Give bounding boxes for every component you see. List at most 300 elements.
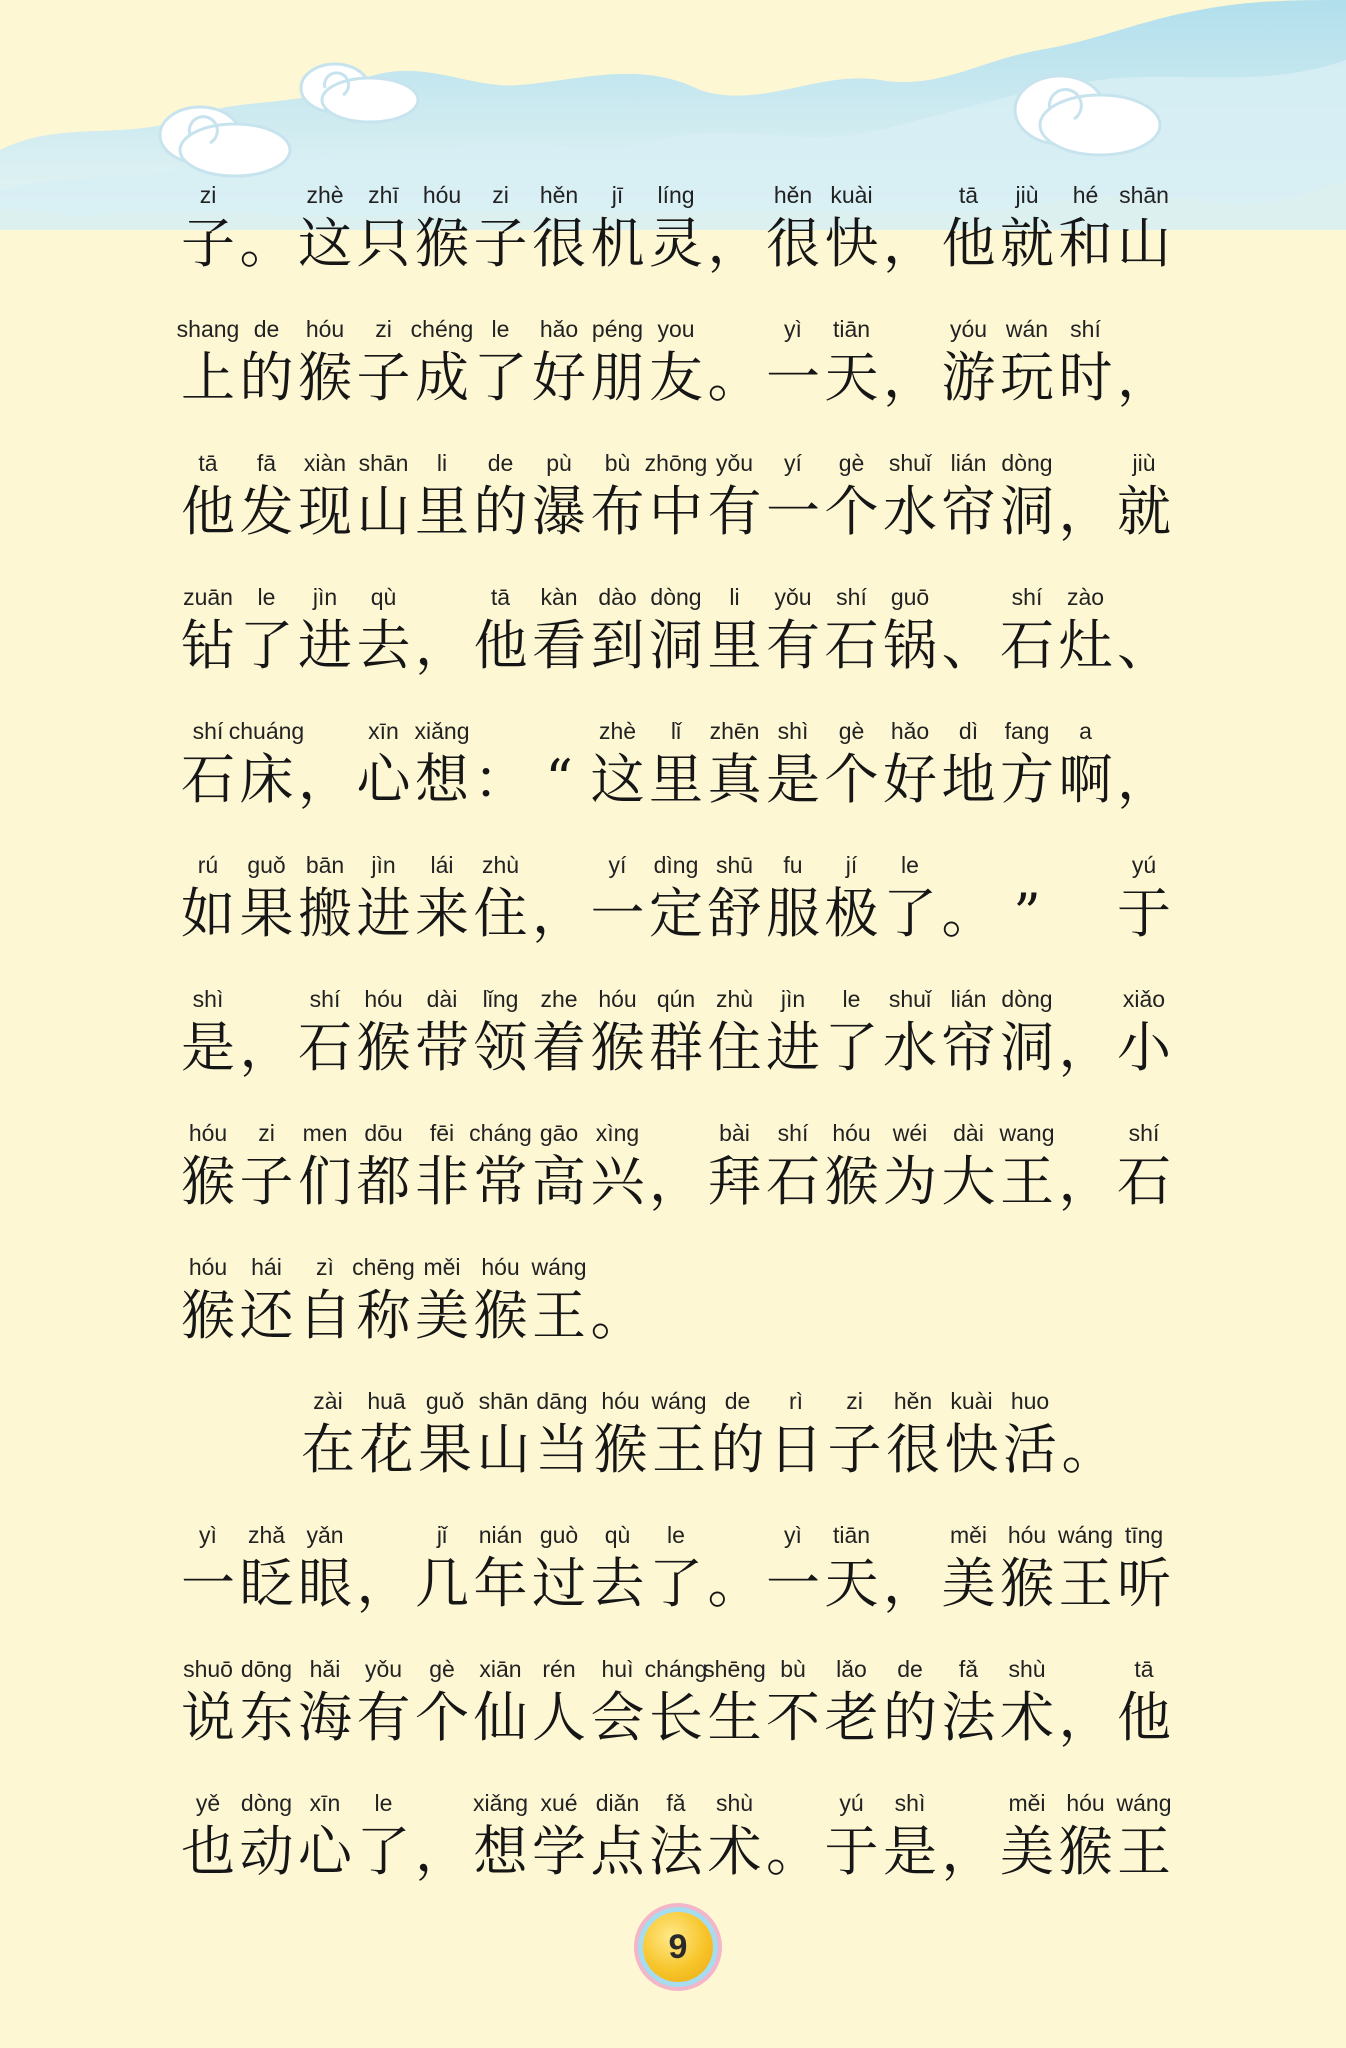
hanzi: 老 <box>824 1686 879 1749</box>
pinyin: yú <box>839 1790 864 1816</box>
pinyin: hái <box>251 1254 282 1280</box>
hanzi: 年 <box>473 1552 528 1615</box>
text-line <box>178 312 1178 446</box>
pinyin: shì <box>777 718 809 744</box>
pinyin: cháng <box>469 1120 532 1146</box>
hanzi: 洞 <box>1000 480 1054 543</box>
hanzi: 了 <box>239 614 294 677</box>
hanzi: 这 <box>298 212 352 275</box>
pinyin: dòng <box>650 584 702 610</box>
pinyin: le <box>842 986 861 1012</box>
hanzi: 水 <box>883 1016 937 1079</box>
hanzi: 真 <box>707 748 762 811</box>
pinyin: lǐng <box>482 986 519 1012</box>
pinyin: hóu <box>188 1254 228 1280</box>
pinyin: hǎo <box>890 718 930 744</box>
pinyin: fā <box>256 450 277 476</box>
hanzi: “ <box>545 748 573 811</box>
hanzi: ， <box>415 1820 469 1883</box>
hanzi: 猴 <box>590 1016 645 1079</box>
hanzi: 山 <box>476 1418 531 1481</box>
pinyin: fǎ <box>958 1656 979 1682</box>
pinyin: hóu <box>598 986 637 1012</box>
hanzi: 大 <box>941 1150 996 1213</box>
hanzi: 了 <box>883 882 937 945</box>
hanzi: 们 <box>298 1150 352 1213</box>
text-line <box>178 580 1178 714</box>
hanzi: 如 <box>181 882 235 945</box>
pinyin: yǒu <box>364 1656 403 1682</box>
pinyin: tīng <box>1124 1522 1164 1548</box>
hanzi: 里 <box>707 614 762 677</box>
hanzi: 有 <box>356 1686 411 1749</box>
hanzi: 这 <box>590 748 645 811</box>
pinyin: chēng <box>352 1254 415 1280</box>
pinyin: yǎn <box>306 1522 344 1548</box>
pinyin: xiān <box>479 1656 522 1682</box>
hanzi: 猴 <box>298 346 352 409</box>
hanzi: 为 <box>883 1150 937 1213</box>
pinyin: le <box>257 584 276 610</box>
pinyin: měi <box>1008 1790 1046 1816</box>
pinyin: chuáng <box>228 718 305 744</box>
hanzi: ， <box>1117 346 1171 409</box>
hanzi: 石 <box>824 614 879 677</box>
hanzi: ： <box>473 748 528 811</box>
hanzi: 石 <box>298 1016 352 1079</box>
pinyin: yì <box>199 1522 217 1548</box>
hanzi: 东 <box>239 1686 294 1749</box>
pinyin: shí <box>1070 316 1101 342</box>
text-line <box>178 1786 1178 1920</box>
pinyin: zhè <box>598 718 637 744</box>
hanzi: 成 <box>415 346 469 409</box>
hanzi: ， <box>1058 1016 1113 1079</box>
hanzi: 点 <box>590 1820 645 1883</box>
pinyin: cháng <box>644 1656 708 1682</box>
pinyin: kàn <box>540 584 578 610</box>
pinyin: huo <box>1010 1388 1050 1414</box>
hanzi: 里 <box>415 480 469 543</box>
pinyin: jìn <box>312 584 338 610</box>
hanzi: 日 <box>769 1418 823 1481</box>
hanzi: 果 <box>418 1418 472 1481</box>
pinyin: shān <box>1119 182 1169 208</box>
pinyin: gè <box>838 450 865 476</box>
pinyin: fang <box>1004 718 1050 744</box>
pinyin: wán <box>1005 316 1049 342</box>
hanzi: 只 <box>356 212 411 275</box>
hanzi: 瀑 <box>532 480 586 543</box>
pinyin: zào <box>1066 584 1105 610</box>
hanzi: 他 <box>473 614 528 677</box>
pinyin: gāo <box>539 1120 579 1146</box>
pinyin: zi <box>846 1388 863 1414</box>
pinyin: jǐ <box>436 1522 448 1548</box>
pinyin: zi <box>492 182 509 208</box>
pinyin: dāng <box>536 1388 588 1414</box>
pinyin: le <box>901 852 919 878</box>
hanzi: 一 <box>766 346 820 409</box>
hanzi: 了 <box>649 1552 703 1615</box>
pinyin: dòng <box>1001 986 1053 1012</box>
pinyin: kuài <box>830 182 873 208</box>
hanzi: 领 <box>473 1016 528 1079</box>
pinyin: le <box>374 1790 393 1816</box>
hanzi: 一 <box>766 480 820 543</box>
pinyin: líng <box>657 182 695 208</box>
hanzi: 了 <box>473 346 528 409</box>
text-line <box>178 714 1178 848</box>
hanzi: 自 <box>298 1284 352 1347</box>
hanzi: 子 <box>473 212 528 275</box>
pinyin: guō <box>890 584 930 610</box>
pinyin: jìn <box>780 986 806 1012</box>
pinyin: hěn <box>539 182 579 208</box>
hanzi: 他 <box>1117 1686 1171 1749</box>
hanzi: 小 <box>1117 1016 1171 1079</box>
pinyin: yě <box>195 1790 221 1816</box>
pinyin: zhù <box>715 986 754 1012</box>
hanzi: 好 <box>883 748 937 811</box>
hanzi: 机 <box>590 212 645 275</box>
hanzi: 术 <box>1000 1686 1054 1749</box>
pinyin: yóu <box>949 316 988 342</box>
hanzi: 、 <box>941 614 996 677</box>
hanzi: 猴 <box>1058 1820 1113 1883</box>
hanzi: 钻 <box>181 614 235 677</box>
hanzi: 活 <box>1003 1418 1057 1481</box>
pinyin: jìn <box>371 852 396 878</box>
pinyin: xīn <box>368 718 399 744</box>
hanzi: ， <box>883 212 937 275</box>
hanzi: 。 <box>1061 1418 1116 1481</box>
hanzi: 子 <box>356 346 411 409</box>
hanzi: 天 <box>824 346 879 409</box>
hanzi: 进 <box>356 882 411 945</box>
hanzi: 很 <box>532 212 586 275</box>
pinyin: de <box>724 1388 751 1414</box>
pinyin: li <box>436 450 448 476</box>
hanzi: 非 <box>415 1150 469 1213</box>
text-line <box>178 848 1178 982</box>
hanzi: 地 <box>941 748 996 811</box>
hanzi: 床 <box>239 748 294 811</box>
hanzi: 定 <box>649 882 703 945</box>
hanzi: 。 <box>707 1552 762 1615</box>
hanzi: 法 <box>649 1820 703 1883</box>
pinyin: le <box>491 316 510 342</box>
pinyin: zi <box>375 316 392 342</box>
pinyin: kuài <box>950 1388 993 1414</box>
pinyin: hóu <box>1007 1522 1047 1548</box>
pinyin: de <box>897 1656 923 1682</box>
pinyin: huì <box>601 1656 634 1682</box>
pinyin: lián <box>950 450 987 476</box>
pinyin: diǎn <box>595 1790 640 1816</box>
hanzi: 当 <box>535 1418 589 1481</box>
pinyin: guò <box>539 1522 579 1548</box>
text-line <box>178 1518 1178 1652</box>
hanzi: 友 <box>649 346 703 409</box>
pinyin: xiǎo <box>1122 986 1166 1012</box>
hanzi: 住 <box>473 882 528 945</box>
text-line <box>178 1652 1178 1786</box>
hanzi: 帘 <box>941 480 996 543</box>
pinyin: yì <box>784 1522 802 1548</box>
hanzi: 一 <box>181 1552 235 1615</box>
pinyin: shì <box>192 986 224 1012</box>
hanzi: 子 <box>239 1150 294 1213</box>
pinyin: wáng <box>1058 1522 1113 1548</box>
pinyin: zhù <box>481 852 520 878</box>
pinyin: yí <box>608 852 627 878</box>
pinyin: hěn <box>893 1388 933 1414</box>
hanzi: 海 <box>298 1686 352 1749</box>
hanzi: ， <box>1058 480 1113 543</box>
hanzi: 。 <box>707 346 762 409</box>
pinyin: shuǐ <box>888 986 932 1012</box>
pinyin: hóu <box>188 1120 228 1146</box>
pinyin: dài <box>953 1120 984 1146</box>
hanzi: 石 <box>1117 1150 1171 1213</box>
hanzi: 果 <box>239 882 294 945</box>
text-line <box>178 982 1178 1116</box>
hanzi: 现 <box>298 480 352 543</box>
hanzi: 王 <box>1058 1552 1113 1615</box>
pinyin: tiān <box>832 316 871 342</box>
pinyin: zhǎ <box>247 1522 286 1548</box>
hanzi: 来 <box>415 882 469 945</box>
hanzi: 洞 <box>649 614 703 677</box>
hanzi: 舒 <box>707 882 762 945</box>
pinyin: wéi <box>892 1120 928 1146</box>
hanzi: ， <box>415 614 469 677</box>
hanzi: 了 <box>824 1016 879 1079</box>
pinyin: lián <box>950 986 987 1012</box>
text-line <box>178 178 1178 312</box>
pinyin: tā <box>198 450 218 476</box>
hanzi: 猴 <box>1000 1552 1054 1615</box>
pinyin: hǎo <box>539 316 579 342</box>
hanzi: 。 <box>941 882 996 945</box>
pinyin: fǎ <box>666 1790 686 1816</box>
hanzi: ， <box>532 882 586 945</box>
hanzi: 。 <box>766 1820 820 1883</box>
pinyin: zài <box>313 1388 343 1414</box>
pinyin: wang <box>999 1120 1055 1146</box>
hanzi: 灵 <box>649 212 703 275</box>
hanzi: 王 <box>1117 1820 1171 1883</box>
pinyin: shí <box>777 1120 809 1146</box>
hanzi: 想 <box>415 748 469 811</box>
pinyin: zhōng <box>644 450 708 476</box>
pinyin: men <box>302 1120 348 1146</box>
hanzi: 称 <box>356 1284 411 1347</box>
hanzi: 是 <box>181 1016 235 1079</box>
pinyin: gè <box>429 1656 455 1682</box>
pinyin: zi <box>258 1120 275 1146</box>
pinyin: xiǎng <box>414 718 470 744</box>
pinyin: qù <box>370 584 397 610</box>
pinyin: lǐ <box>670 718 682 744</box>
hanzi: 过 <box>532 1552 586 1615</box>
pinyin: xiǎng <box>473 1790 528 1816</box>
hanzi: 眼 <box>298 1552 352 1615</box>
hanzi: 都 <box>356 1150 411 1213</box>
pinyin: tā <box>1134 1656 1154 1682</box>
hanzi: 个 <box>824 480 879 543</box>
pinyin: xué <box>540 1790 578 1816</box>
hanzi: 到 <box>590 614 645 677</box>
hanzi: 美 <box>941 1552 996 1615</box>
hanzi: 还 <box>239 1284 294 1347</box>
pinyin: de <box>487 450 514 476</box>
pinyin: guǒ <box>425 1388 465 1414</box>
pinyin: shì <box>894 1790 926 1816</box>
hanzi: 进 <box>766 1016 820 1079</box>
hanzi: 是 <box>766 748 820 811</box>
hanzi: 的 <box>710 1418 765 1481</box>
hanzi: 帘 <box>941 1016 996 1079</box>
pinyin: hé <box>1072 182 1099 208</box>
hanzi: 一 <box>766 1552 820 1615</box>
pinyin: bài <box>719 1120 750 1146</box>
pinyin: zi <box>199 182 217 208</box>
page-number-badge <box>643 1912 713 1982</box>
hanzi: 生 <box>707 1686 762 1749</box>
pinyin: shēng <box>703 1656 766 1682</box>
text-line <box>298 1384 1178 1518</box>
hanzi: 服 <box>766 882 820 945</box>
pinyin: gè <box>838 718 865 744</box>
pinyin: shí <box>1128 1120 1160 1146</box>
pinyin: qún <box>656 986 696 1012</box>
hanzi: 猴 <box>415 212 469 275</box>
hanzi: 个 <box>415 1686 469 1749</box>
pinyin: péng <box>591 316 644 342</box>
pinyin: jí <box>845 852 858 878</box>
hanzi: 猴 <box>356 1016 411 1079</box>
pinyin: shí <box>1011 584 1043 610</box>
hanzi: 石 <box>181 748 235 811</box>
pinyin: dào <box>598 584 637 610</box>
pinyin: rì <box>788 1388 804 1414</box>
hanzi: 布 <box>590 480 645 543</box>
hanzi: 动 <box>239 1820 294 1883</box>
hanzi: 心 <box>298 1820 352 1883</box>
hanzi: 带 <box>415 1016 469 1079</box>
hanzi: 好 <box>532 346 586 409</box>
hanzi: 天 <box>824 1552 879 1615</box>
hanzi: 个 <box>824 748 879 811</box>
hanzi: 听 <box>1117 1552 1171 1615</box>
hanzi: 拜 <box>707 1150 762 1213</box>
hanzi: 的 <box>239 346 294 409</box>
pinyin: dì <box>958 718 979 744</box>
pinyin: zì <box>316 1254 334 1280</box>
hanzi: ， <box>649 1150 703 1213</box>
hanzi: ， <box>1058 1686 1113 1749</box>
hanzi: 快 <box>824 212 879 275</box>
hanzi: 的 <box>473 480 528 543</box>
pinyin: zuān <box>183 584 233 610</box>
pinyin: li <box>729 584 740 610</box>
hanzi: 玩 <box>1000 346 1054 409</box>
pinyin: tā <box>490 584 511 610</box>
pinyin: wáng <box>651 1388 707 1414</box>
hanzi: 眨 <box>239 1552 294 1615</box>
pinyin: you <box>657 316 695 342</box>
pinyin: shang <box>176 316 240 342</box>
hanzi: 法 <box>941 1686 996 1749</box>
hanzi: ， <box>1117 748 1171 811</box>
hanzi: 王 <box>532 1284 586 1347</box>
pinyin: dōng <box>240 1656 293 1682</box>
hanzi: 他 <box>181 480 235 543</box>
pinyin: yǒu <box>774 584 812 610</box>
hanzi: 锅 <box>883 614 937 677</box>
hanzi: 于 <box>1117 882 1171 945</box>
hanzi: 有 <box>707 480 762 543</box>
pinyin: hóu <box>422 182 462 208</box>
hanzi: 石 <box>766 1150 820 1213</box>
pinyin: yì <box>784 316 802 342</box>
hanzi: ， <box>239 1016 294 1079</box>
hanzi: 学 <box>532 1820 586 1883</box>
hanzi: 快 <box>944 1418 999 1481</box>
hanzi: ， <box>941 1820 996 1883</box>
hanzi: 朋 <box>590 346 645 409</box>
hanzi: 会 <box>590 1686 645 1749</box>
hanzi: 一 <box>590 882 645 945</box>
hanzi: 去 <box>590 1552 645 1615</box>
hanzi: 啊 <box>1058 748 1113 811</box>
hanzi: ” <box>1013 882 1041 945</box>
pinyin: lái <box>430 852 454 878</box>
hanzi: 就 <box>1117 480 1171 543</box>
hanzi: 长 <box>649 1686 703 1749</box>
hanzi: ， <box>298 748 352 811</box>
hanzi: 就 <box>1000 212 1054 275</box>
pinyin: hěn <box>773 182 813 208</box>
hanzi: 猴 <box>181 1150 235 1213</box>
hanzi: 很 <box>886 1418 940 1481</box>
pinyin: dōu <box>364 1120 403 1146</box>
pinyin: xiàn <box>303 450 347 476</box>
hanzi: 中 <box>649 480 703 543</box>
hanzi: 山 <box>356 480 411 543</box>
hanzi: 也 <box>181 1820 235 1883</box>
pinyin: lǎo <box>836 1656 867 1682</box>
pinyin: měi <box>423 1254 461 1280</box>
hanzi: 是 <box>883 1820 937 1883</box>
pinyin: zhe <box>540 986 578 1012</box>
hanzi: 看 <box>532 614 586 677</box>
hanzi: 高 <box>532 1150 586 1213</box>
pinyin: chéng <box>410 316 474 342</box>
hanzi: ， <box>707 212 762 275</box>
pinyin: měi <box>949 1522 988 1548</box>
pinyin: xìng <box>595 1120 640 1146</box>
hanzi: 心 <box>356 748 411 811</box>
hanzi: 他 <box>941 212 996 275</box>
pinyin: shí <box>192 718 224 744</box>
pinyin: bù <box>780 1656 806 1682</box>
hanzi: 想 <box>473 1820 528 1883</box>
pinyin: shí <box>309 986 341 1012</box>
pinyin: bù <box>604 450 631 476</box>
